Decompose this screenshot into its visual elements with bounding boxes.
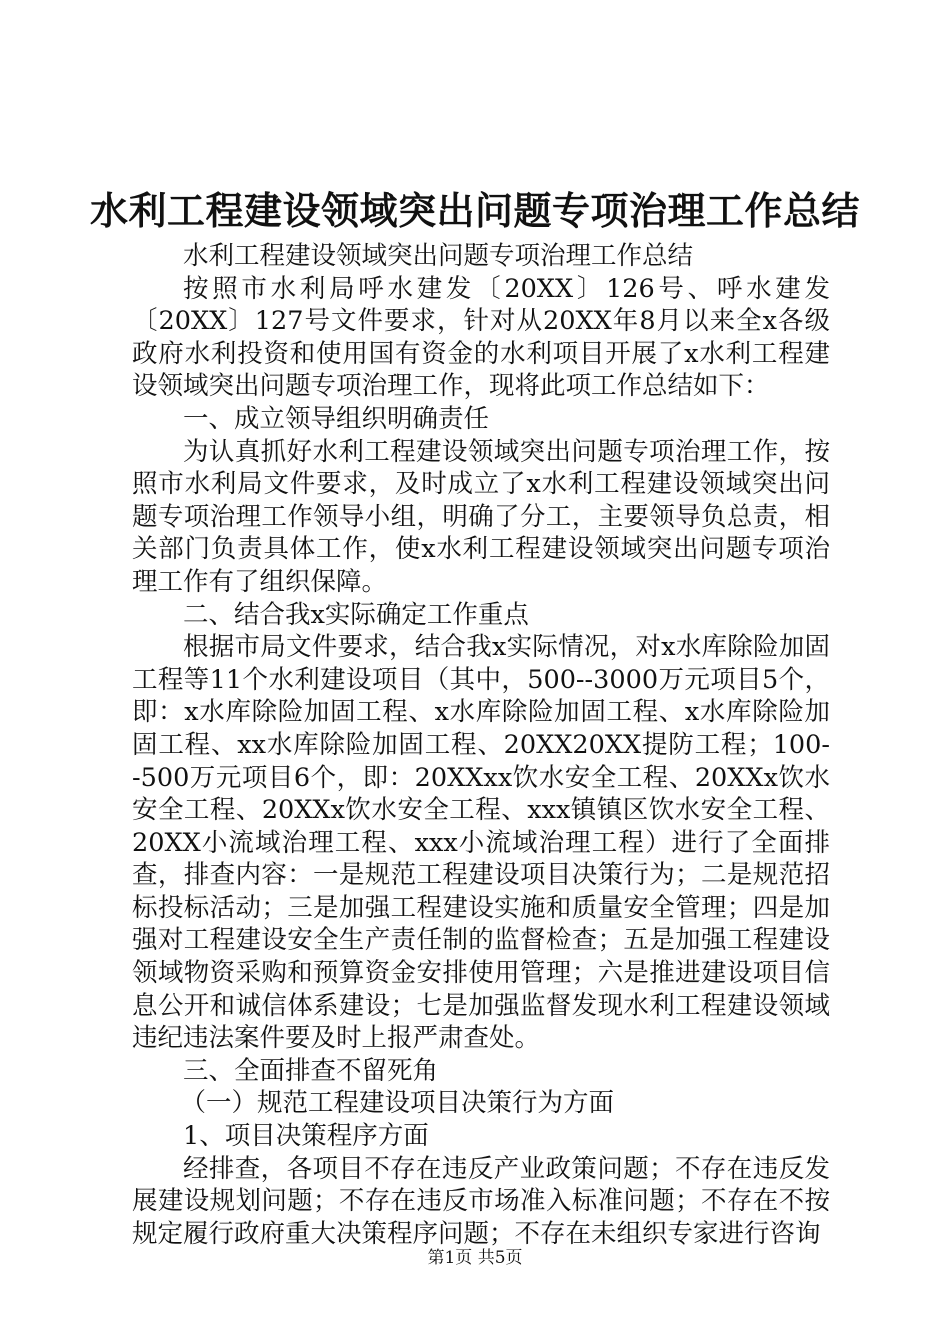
section-1-paragraph: 为认真抓好水利工程建设领域突出问题专项治理工作，按照市水利局文件要求，及时成立了x水利工程建设领域突出问题专项治理工作领导小组，明确了分工，主要领导负总责，相关部门负责具体工作，使x水利工程建设领域突出问题专项治理工作有了组织保障。 [132,436,830,597]
page-footer [0,1246,950,1270]
section-heading-1: 一、成立领导组织明确责任 [183,403,490,434]
item-heading-1: 1、项目决策程序方面 [183,1121,429,1152]
section-2-paragraph: 根据市局文件要求，结合我x实际情况，对x水库除险加固工程等11个水利建设项目（其中，500--3000万元项目5个，即：x水库除险加固工程、x水库除险加固工程、x水库除险加固工程、xx水库除险加固工程、20XX20XX提防工程；100--500万元项目6个，即：20XXxx饮水安全工程、20XXx饮水安全工程、20XXx饮水安全工程、xxx镇镇区饮水安全工程、20XX小流域治理工程、xxx小流域治理工程）进行了全面排查，排查内容：一是规范工程建设项目决策行为；二是规范招标投标活动；三是加强工程建设实施和质量安全管理；四是加强对工程建设安全生产责任制的监督检查；五是加强工程建设领域物资采购和预算资金安排使用管理；六是推进建设项目信息公开和诚信体系建设；七是加强监督发现水利工程建设领域违纪违法案件要及时上报严肃查处。 [132,632,830,1054]
document-body [132,240,830,1250]
intro-paragraph: 按照市水利局呼水建发〔20XX〕126号、呼水建发〔20XX〕127号文件要求，针对从20XX年8月以来全x各级政府水利投资和使用国有资金的水利项目开展了x水利工程建设领域突出问题专项治理工作，现将此项工作总结如下： [132,273,830,402]
section-heading-3: 三、全面排查不留死角 [183,1055,439,1086]
subtitle-paragraph: 水利工程建设领域突出问题专项治理工作总结 [183,241,694,271]
subsection-heading-1: （一）规范工程建设项目决策行为方面 [180,1088,614,1119]
page-indicator: 第1页 共5页 [427,1248,523,1268]
document-title: 水利工程建设领域突出问题专项治理工作总结 [89,188,860,233]
item-1-paragraph: 经排查，各项目不存在违反产业政策问题；不存在违反发展建设规划问题；不存在违反市场准入标准问题；不存在不按规定履行政府重大决策程序问题；不存在未组织专家进行咨询 [132,1153,830,1249]
section-heading-2: 二、结合我x实际确定工作重点 [183,599,529,630]
